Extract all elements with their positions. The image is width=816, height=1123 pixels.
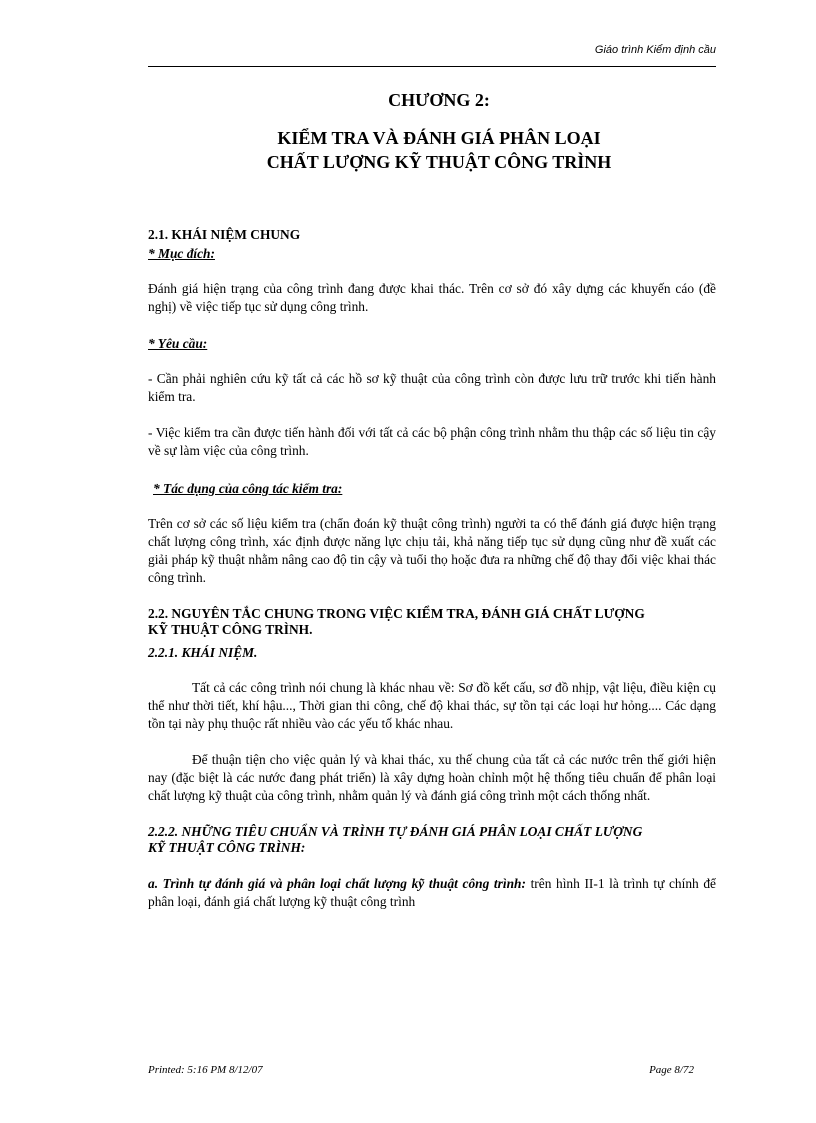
page-number: Page 8/72 <box>649 1064 694 1076</box>
chapter-title <box>148 126 716 174</box>
requirement-item-2: - Việc kiểm tra cần được tiến hành đối với tất cả các bộ phận công trình nhằm thu thập các số liệu tin cậy về sự làm việc của công trình. <box>148 425 716 458</box>
requirement-item-1: - Cần phải nghiên cứu kỹ tất cả các hồ sơ kỹ thuật của công trình còn được lưu trữ trước khi tiến hành kiểm tra. <box>148 371 716 404</box>
chapter-title-line1: KIỂM TRA VÀ ĐÁNH GIÁ PHÂN LOẠI <box>277 128 601 148</box>
section-2-2-2-heading-line2: KỸ THUẬT CÔNG TRÌNH: <box>148 840 306 855</box>
page-footer <box>148 1064 694 1076</box>
purpose-label: * Mục đích: <box>148 246 215 261</box>
section-2-2-heading-line2: KỸ THUẬT CÔNG TRÌNH. <box>148 622 313 637</box>
page-content <box>148 88 716 911</box>
section-2-2-1-heading: 2.2.1. KHÁI NIỆM. <box>148 645 258 660</box>
concept-paragraph-1: Tất cả các công trình nói chung là khác nhau về: Sơ đồ kết cấu, sơ đồ nhịp, vật liệu, điều kiện cụ thể như thời tiết, khí hậu..., Thời gian thi công, chế độ khai thác, sự tồn tại các loại hư hỏng.... Các dạng tồn tại này phụ thuộc rất nhiều vào các yếu tố khác nhau. <box>148 680 716 731</box>
chapter-title-line2: CHẤT LƯỢNG KỸ THUẬT CÔNG TRÌNH <box>266 152 612 172</box>
procedure-text: trên hình II-1 là trình tự chính để phân loại, đánh giá chất lượng kỹ thuật công trình <box>148 876 716 909</box>
section-2-2-heading-line1: 2.2. NGUYÊN TẮC CHUNG TRONG VIỆC KIỂM TRA, ĐÁNH GIÁ CHẤT LƯỢNG <box>148 606 645 621</box>
requirement-label: * Yêu cầu: <box>148 336 208 351</box>
chapter-number: CHƯƠNG 2: <box>388 90 490 110</box>
section-2-2-2-heading <box>148 824 716 856</box>
running-header: Giáo trình Kiểm định cầu <box>594 44 716 56</box>
effect-label: * Tác dụng của công tác kiểm tra: <box>153 481 343 496</box>
requirement-label-wrap <box>148 335 716 353</box>
section-2-2-2-heading-line1: 2.2.2. NHỮNG TIÊU CHUẨN VÀ TRÌNH TỰ ĐÁNH GIÁ PHÂN LOẠI CHẤT LƯỢNG <box>148 824 643 839</box>
effect-paragraph: Trên cơ sở các số liệu kiểm tra (chẩn đoán kỹ thuật công trình) người ta có thể đánh giá được hiện trạng chất lượng công trình, xác định được năng lực chịu tải, khả năng tiếp tục sử dụng cũng như đề xuất các giải pháp kỹ thuật nhằm nâng cao độ tin cậy và tuổi thọ hoặc đưa ra những chế độ thay đổi việc khai thác công trình. <box>148 516 716 585</box>
section-2-2-heading <box>148 606 716 638</box>
purpose-paragraph: Đánh giá hiện trạng của công trình đang được khai thác. Trên cơ sở đó xây dựng các khuyến cáo (đề nghị) về việc tiếp tục sử dụng công trình. <box>148 281 716 314</box>
printed-timestamp: Printed: 5:16 PM 8/12/07 <box>148 1064 263 1076</box>
header-rule <box>148 66 716 67</box>
effect-label-wrap <box>148 480 716 498</box>
purpose-label-wrap <box>148 245 716 263</box>
section-2-1-heading: 2.1. KHÁI NIỆM CHUNG <box>148 227 301 242</box>
procedure-paragraph <box>148 875 716 911</box>
procedure-lead: a. Trình tự đánh giá và phân loại chất lượng kỹ thuật công trình: <box>148 876 526 891</box>
concept-paragraph-2: Để thuận tiện cho việc quản lý và khai thác, xu thế chung của tất cả các nước trên thế giới hiện nay (đặc biệt là các nước đang phát triển) là xây dựng hoàn chỉnh một hệ thống tiêu chuẩn để phân loại chất lượng kỹ thuật của công trình, nhằm quản lý và đánh giá công trình một cách thống nhất. <box>148 752 716 803</box>
